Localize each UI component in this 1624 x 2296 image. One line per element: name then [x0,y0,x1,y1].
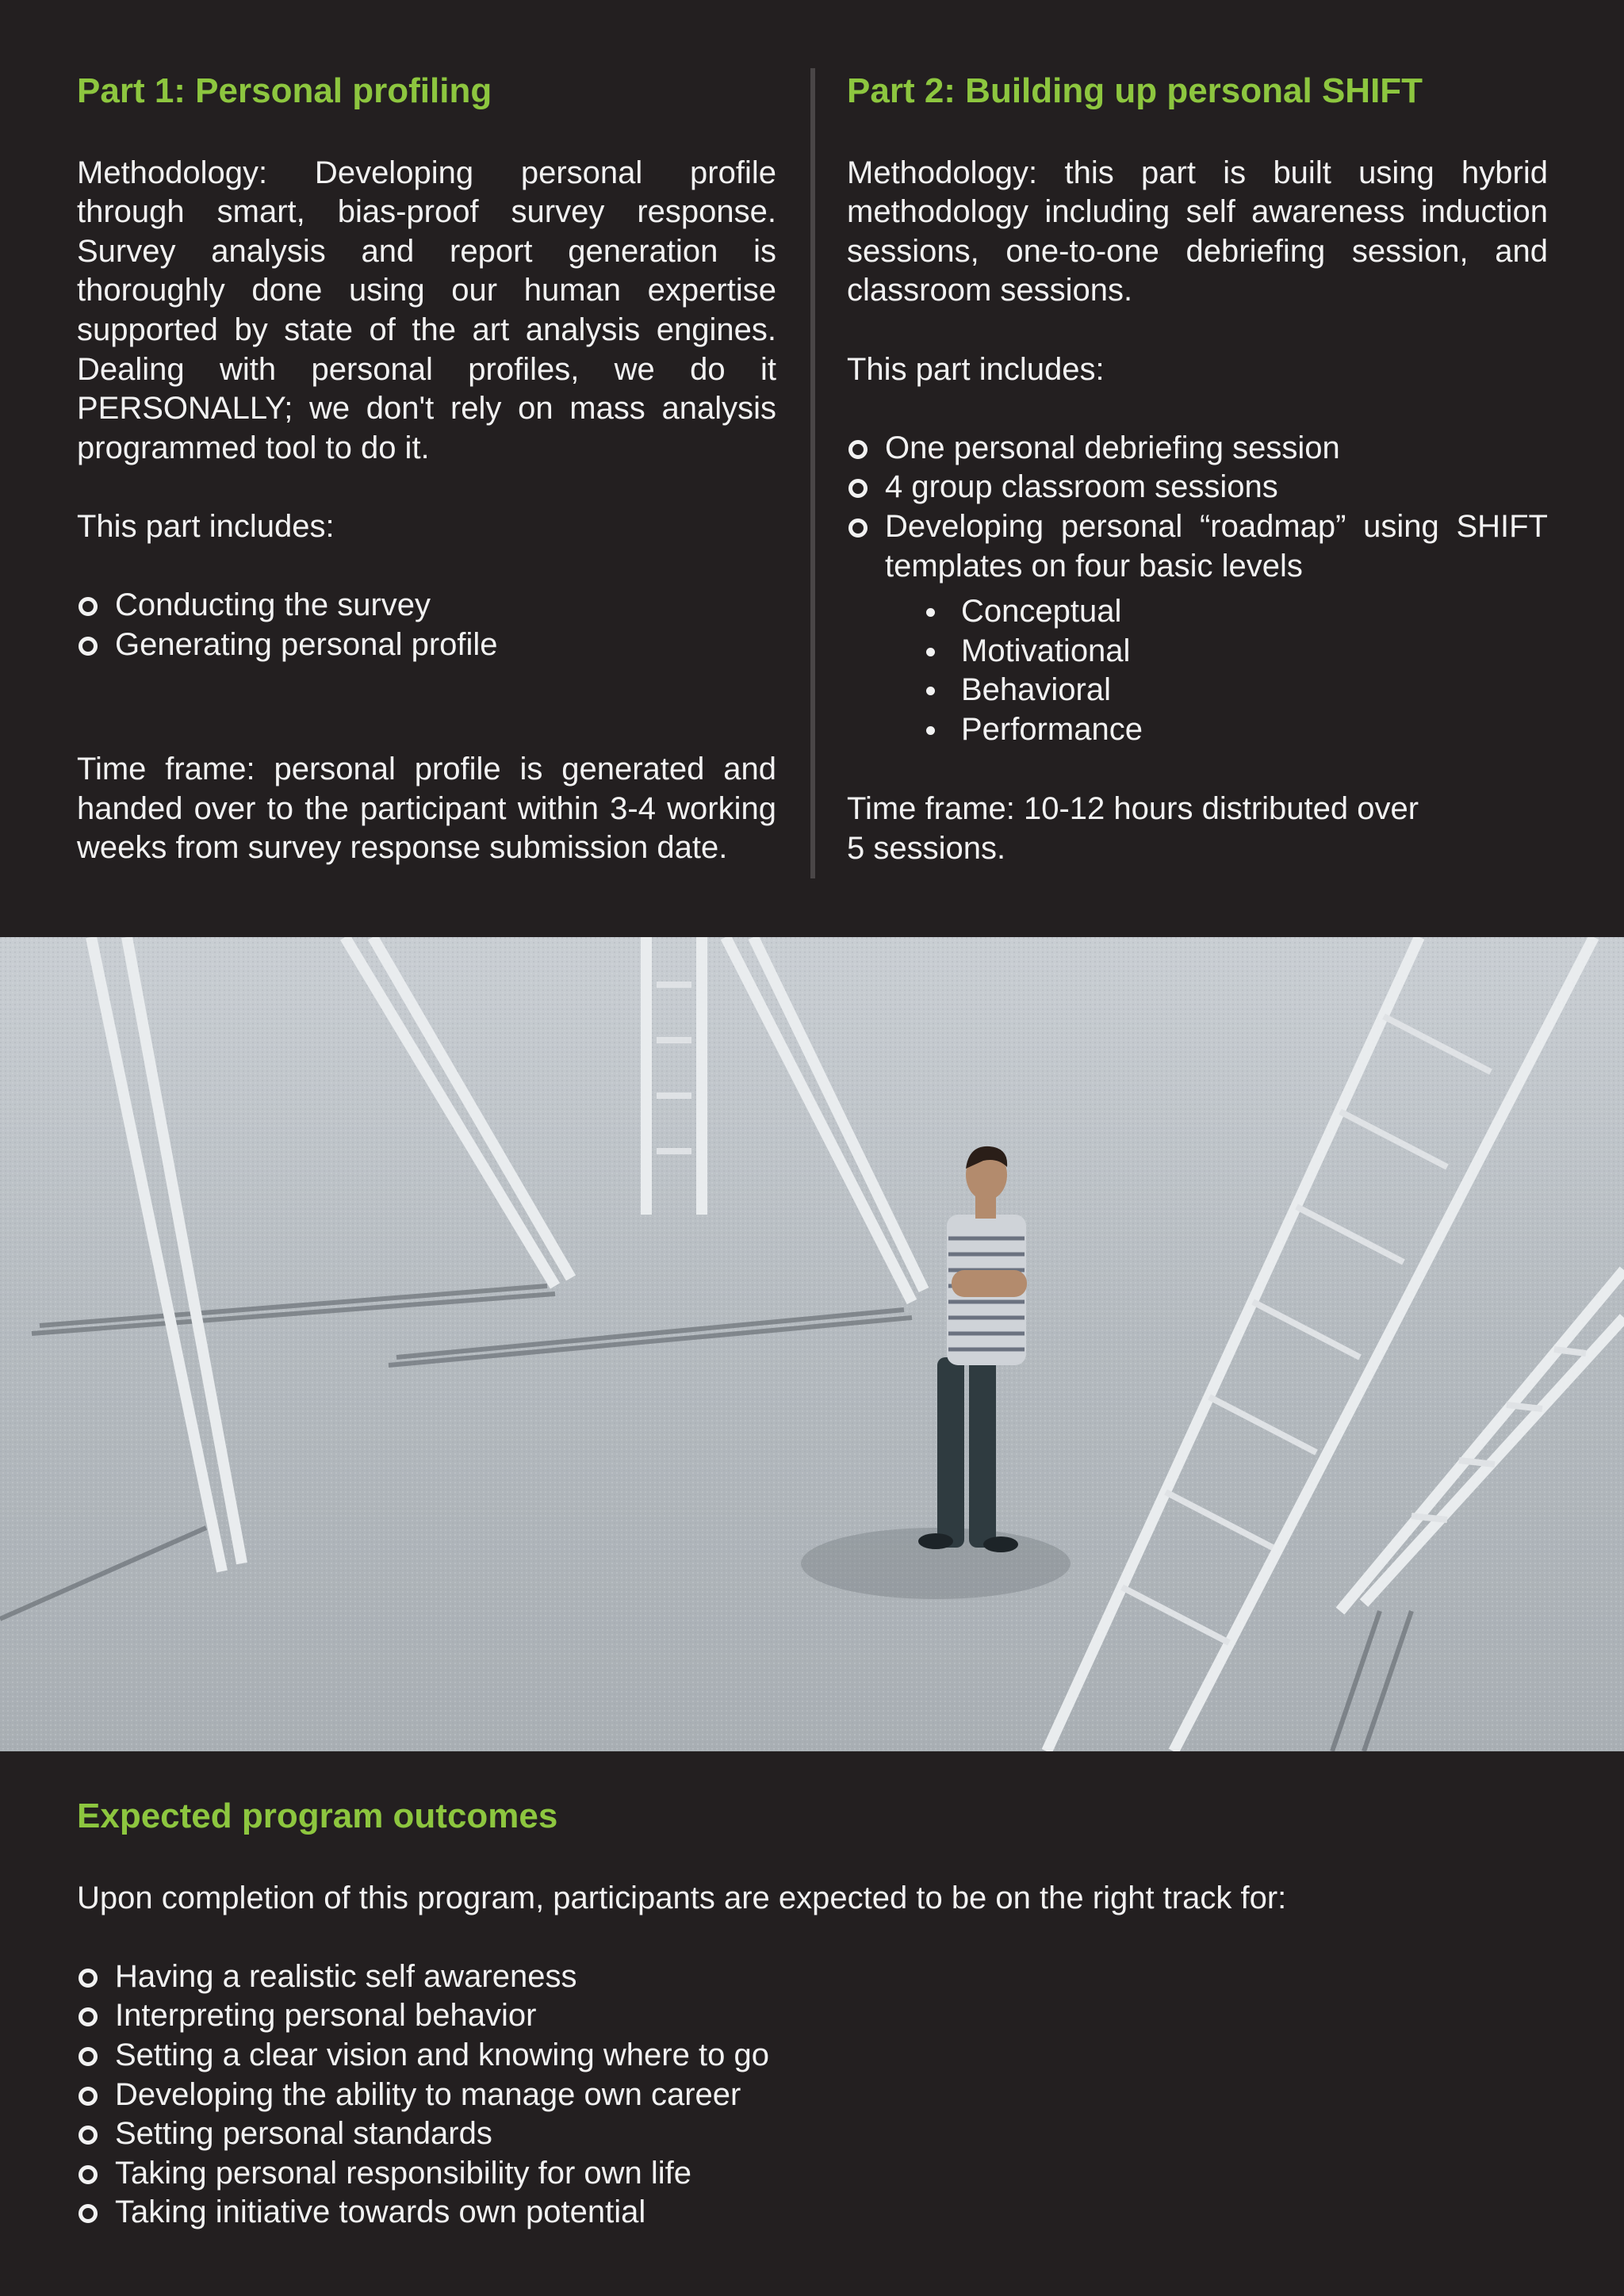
list-item: Having a realistic self awareness [77,1957,1548,1997]
outcomes-section [77,1793,1548,2233]
list-item: One personal debriefing session [847,429,1548,469]
part2-column [847,68,1548,750]
part2-timeframe-line1: Time frame: 10-12 hours distributed over [847,791,1419,826]
level-item: Behavioral [923,671,1548,710]
part2-title: Part 2: Building up personal SHIFT [847,71,1423,110]
outcomes-list [77,1957,1548,2233]
part2-list [847,429,1548,586]
list-item: Developing personal “roadmap” using SHIFT templates on four basic levels [847,507,1548,586]
part1-column [77,68,776,664]
part1-title: Part 1: Personal profiling [77,71,492,110]
top-section [0,0,1624,937]
list-item: 4 group classroom sessions [847,468,1548,507]
level-item: Motivational [923,632,1548,672]
ladders-illustration [0,937,1624,1751]
level-item: Conceptual [923,592,1548,632]
part1-list [77,586,776,664]
part1-timeframe: Time frame: personal profile is generated and handed over to the participant within 3-4 working weeks from survey response submission date. [77,752,776,866]
list-item: Conducting the survey [77,586,776,626]
ladders-photo [0,937,1624,1751]
list-item: Generating personal profile [77,626,776,665]
list-item: Setting a clear vision and knowing where to go [77,2036,1548,2076]
part1-includes-label: This part includes: [77,508,335,544]
part2-timeframe [847,790,1548,868]
part1-methodology: Methodology: Developing personal profile through smart, bias-proof survey response. Survey analysis and report generation is thoroughly done using our human expertise supported by state of the art analysis engines. Dealing with personal profiles, we do it PERSONALLY; we don't rely on mass analysis programmed tool to do it. [77,155,776,465]
list-item: Setting personal standards [77,2114,1548,2154]
levels-list [847,592,1548,749]
part2-methodology: Methodology: this part is built using hybrid methodology including self awareness induction sessions, one-to-one debriefing session, and classroom sessions. [847,155,1548,308]
outcomes-intro: Upon completion of this program, participants are expected to be on the right track for: [77,1880,1287,1915]
list-item: Taking personal responsibility for own life [77,2154,1548,2194]
part2-includes-label: This part includes: [847,351,1105,387]
list-item: Interpreting personal behavior [77,1996,1548,2036]
part2-timeframe-line2: 5 sessions. [847,830,1006,866]
column-divider [810,68,815,878]
list-item: Taking initiative towards own potential [77,2193,1548,2233]
list-item: Developing the ability to manage own career [77,2076,1548,2115]
level-item: Performance [923,710,1548,750]
outcomes-title: Expected program outcomes [77,1797,558,1835]
